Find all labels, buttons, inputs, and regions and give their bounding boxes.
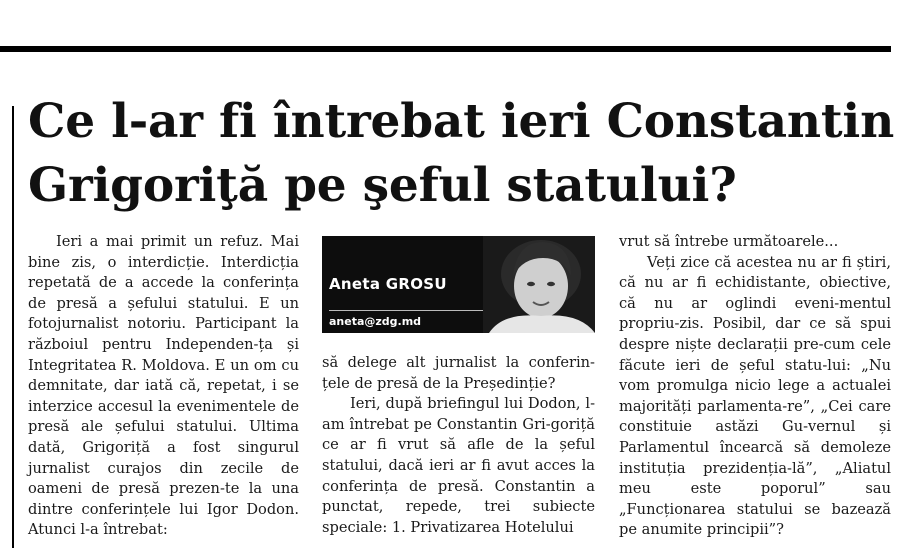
author-email: aneta@zdg.md [329, 315, 422, 328]
paragraph: vrut să întrebe următoarele... [619, 233, 839, 250]
article-headline [28, 90, 908, 218]
paragraph: să delege alt jurnalist la conferin-țele de presă de la Președinție? [322, 354, 595, 392]
paragraph: Ieri, după briefingul lui Dodon, l-am întrebat pe Constantin Gri-goriță ce ar fi vrut să afle de la șeful statului, dacă ieri ar fi avut acces la conferința de presă. Constantin a punctat, repede, trei subiecte speciale: 1. Privatizarea Hotelului [322, 395, 595, 536]
article-column-1 [28, 232, 299, 541]
headline-line-1: Ce l-ar fi întrebat ieri Constantin [28, 94, 895, 149]
paragraph: Ieri a mai primit un refuz. Mai bine zis, o interdicție. Interdicția repetată de a accede la conferința de presă a șefului statului. E un fotojurnalist notoriu. Participant la războiul pentru Independen-ța și Integritatea R. Moldova. E un om cu demnitate, dar iată că, repetat, i se interzice accesul la evenimentele de presă ale șefului statului. Ultima dată, Grigoriță a fost singurul jurnalist curajos din zecile de oameni de presă prezen-te la una dintre conferințele lui Igor Dodon. Atunci l-a întrebat: [28, 233, 299, 539]
byline-divider [329, 310, 484, 311]
author-photo [483, 236, 595, 333]
author-byline-box [322, 236, 595, 333]
headline-line-2: Grigoriţă pe şeful statului? [28, 158, 737, 213]
article-column-3 [619, 232, 891, 541]
author-name: Aneta GROSU [329, 275, 447, 293]
article-column-2 [322, 353, 595, 538]
paragraph: Veți zice că acestea nu ar fi știri, că nu ar fi echidistante, obiective, că nu ar oglindi eveni-mentul propriu-zis. Posibil, dar ce să spui despre niște declarații pre-cum cele făcute ieri de șeful statu-lui: „Nu vom promulga nicio lege a actualei majorități parlamenta-re”, „Cei care constituie astăzi Gu-vernul și Parlamentul încearcă să demoleze instituția prezidenția-lă”, „Aliatul meu este poporul” sau „Funcționarea statului se bazează pe anumite principii”? [619, 253, 891, 539]
left-column-rule [12, 106, 14, 548]
top-rule [0, 46, 891, 52]
